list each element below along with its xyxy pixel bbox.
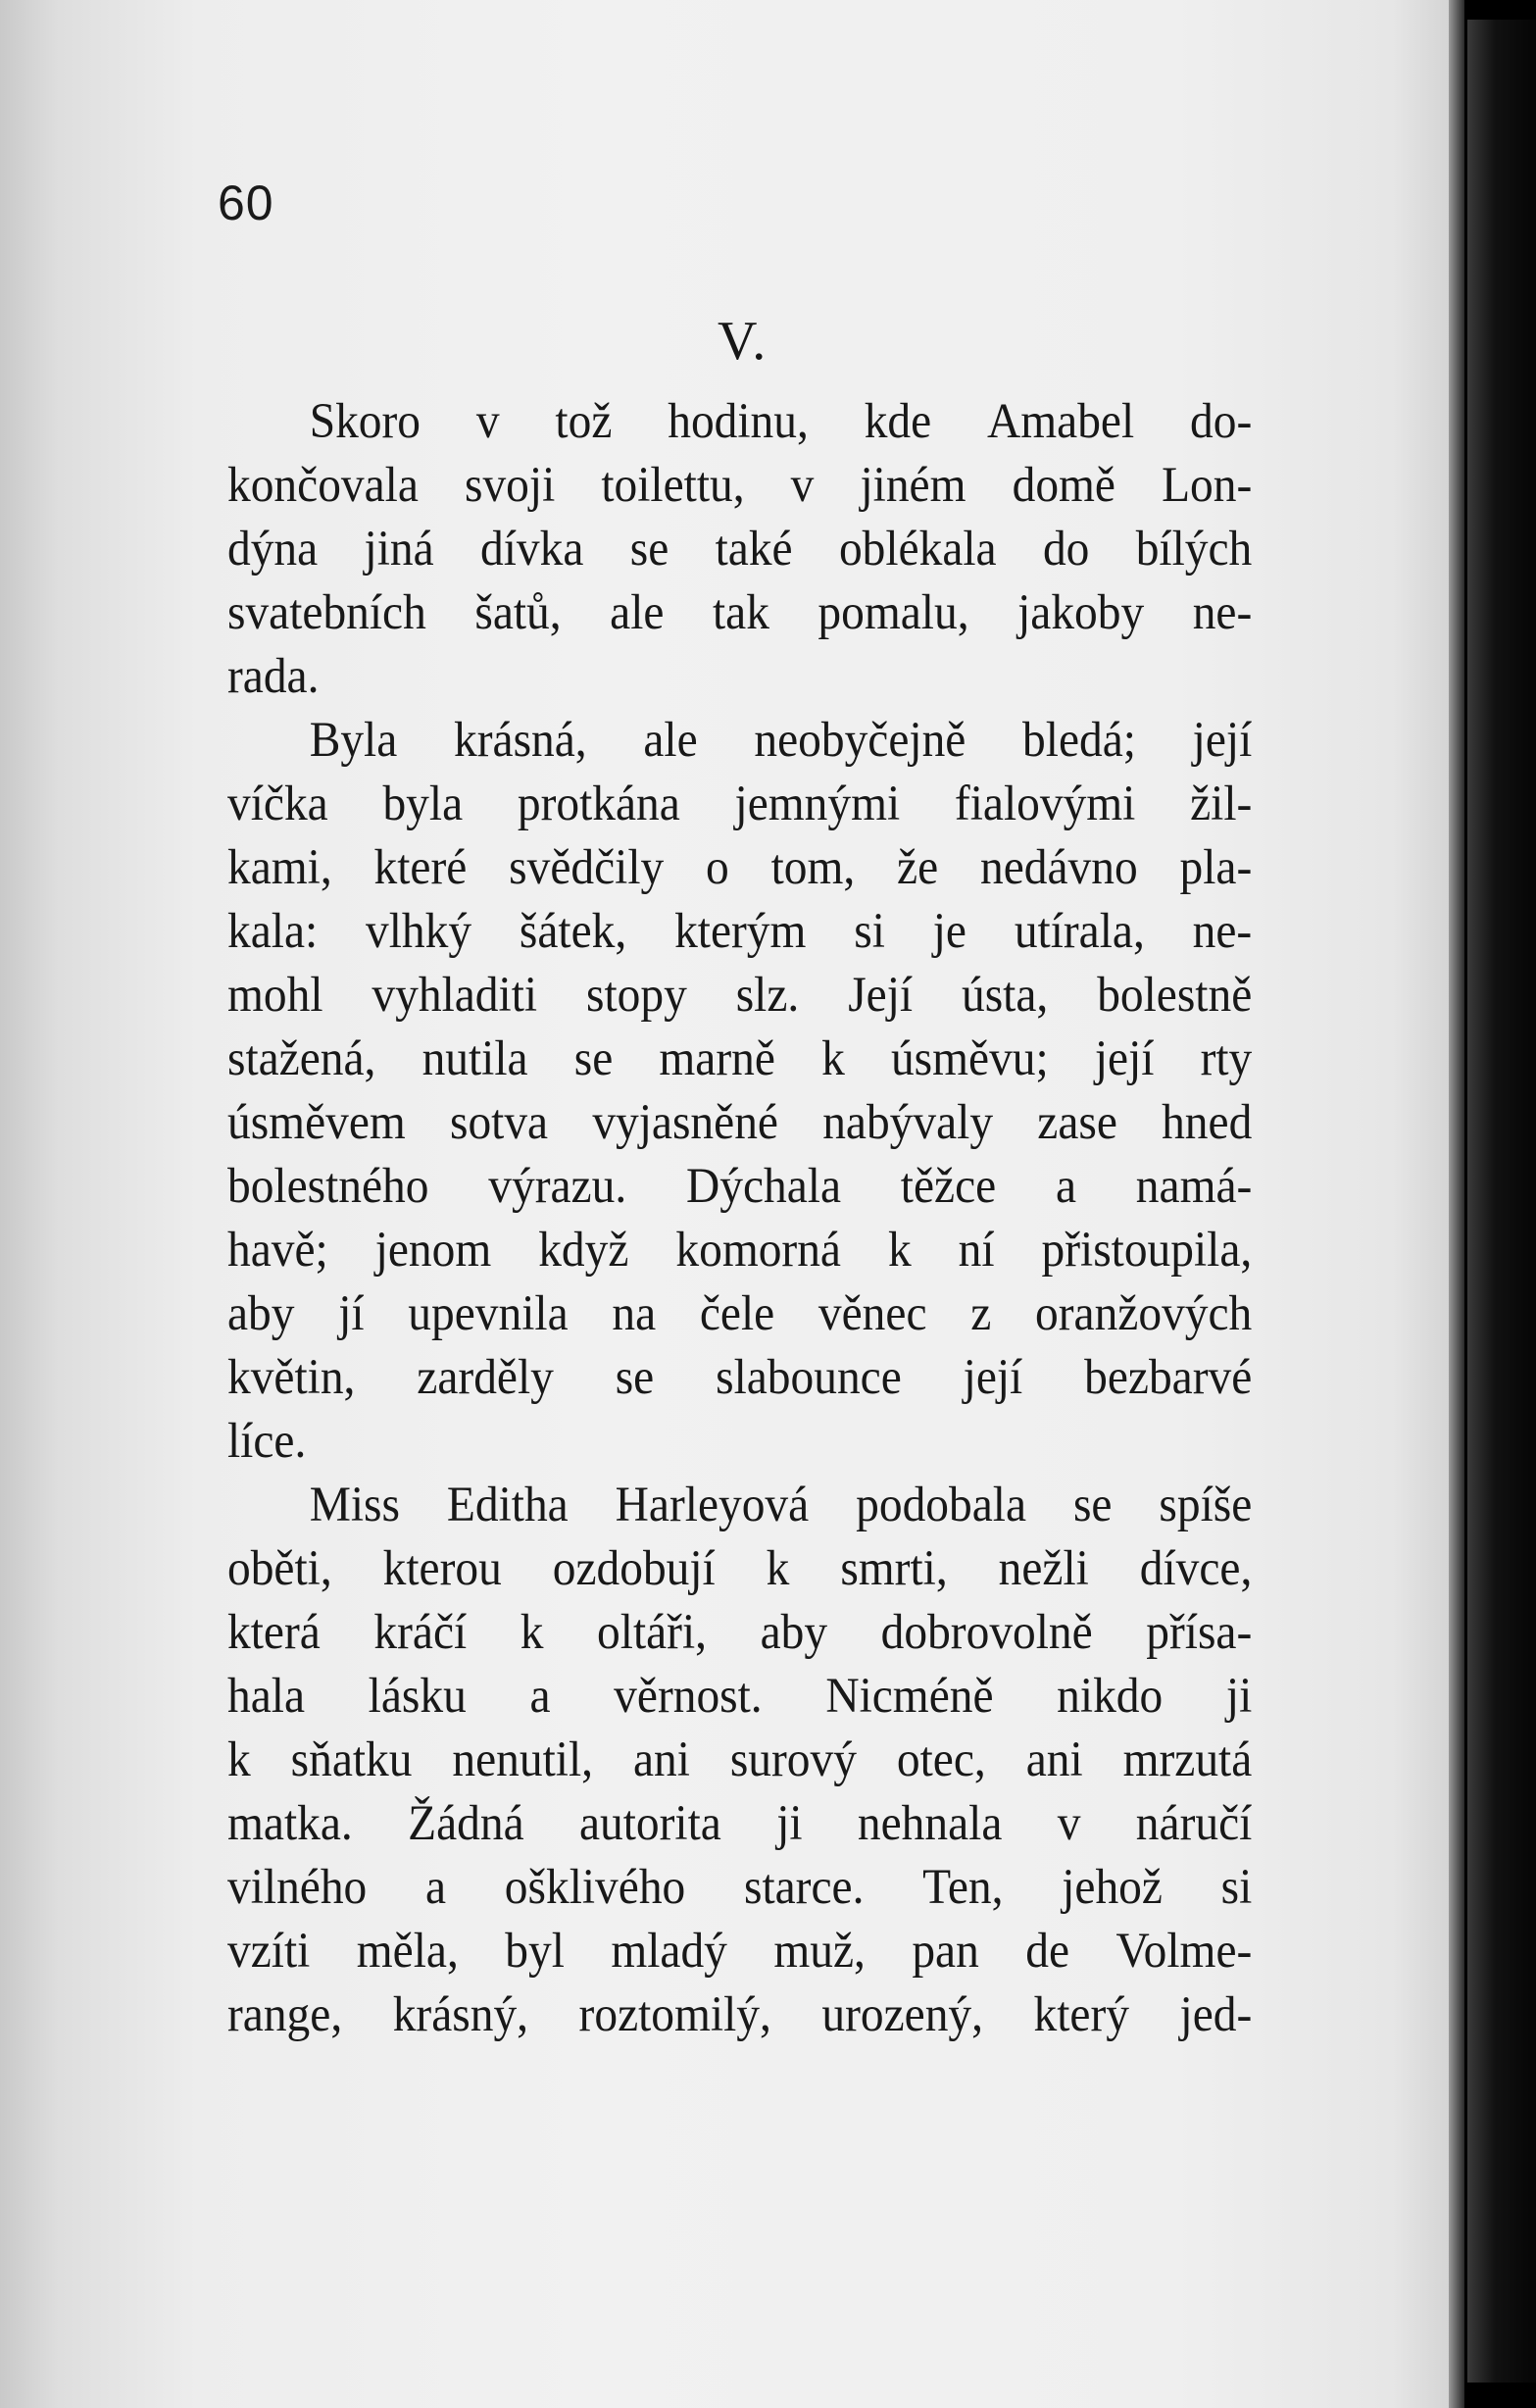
adjacent-page-edge — [1467, 20, 1536, 2383]
text-line: úsměvem sotva vyjasněné nabývaly zase hned — [227, 1095, 1253, 1150]
body-text — [227, 390, 1252, 2047]
text-line: k sňatku nenutil, ani surový otec, ani mrzutá — [227, 1732, 1253, 1787]
text-line: končovala svoji toilettu, v jiném domě Lon- — [227, 458, 1253, 513]
text-line: kala: vlhký šátek, kterým si je utírala, ne- — [227, 904, 1253, 959]
text-line: range, krásný, roztomilý, urozený, který jed- — [227, 1987, 1253, 2042]
text-line: víčka byla protkána jemnými fialovými žil- — [227, 777, 1253, 831]
text-line: hala lásku a věrnost. Nicméně nikdo ji — [227, 1669, 1253, 1724]
text-line: havě; jenom když komorná k ní přistoupila, — [227, 1223, 1253, 1278]
text-line: matka. Žádná autorita ji nehnala v náručí — [227, 1796, 1253, 1851]
text-line: mohl vyhladiti stopy slz. Její ústa, bolestně — [227, 968, 1253, 1023]
text-line: vilného a ošklivého starce. Ten, jehož si — [227, 1860, 1253, 1915]
text-line: která kráčí k oltáři, aby dobrovolně přísa- — [227, 1605, 1253, 1660]
text-line: Byla krásná, ale neobyčejně bledá; její — [309, 713, 1253, 768]
text-line: vzíti měla, byl mladý muž, pan de Volme- — [227, 1924, 1253, 1979]
text-line: bolestného výrazu. Dýchala těžce a namá- — [227, 1159, 1253, 1214]
text-line: aby jí upevnila na čele věnec z oranžových — [227, 1286, 1253, 1341]
text-line: líce. — [227, 1414, 307, 1469]
text-line: stažená, nutila se marně k úsměvu; její rty — [227, 1031, 1253, 1086]
chapter-heading: V. — [718, 311, 768, 372]
text-line: oběti, kterou ozdobují k smrti, nežli dívce, — [227, 1541, 1253, 1596]
text-line: kami, které svědčily o tom, že nedávno pla- — [227, 840, 1253, 895]
text-line: květin, zarděly se slabounce její bezbarvé — [227, 1350, 1253, 1405]
page-number: 60 — [218, 176, 274, 230]
page-edge — [1449, 0, 1464, 2408]
text-line: Miss Editha Harleyová podobala se spíše — [309, 1478, 1253, 1532]
text-line: Skoro v tož hodinu, kde Amabel do- — [309, 394, 1253, 449]
text-line: rada. — [227, 649, 320, 704]
text-line: svatebních šatů, ale tak pomalu, jakoby ne- — [227, 585, 1253, 640]
text-line: dýna jiná dívka se také oblékala do bílých — [227, 522, 1253, 577]
